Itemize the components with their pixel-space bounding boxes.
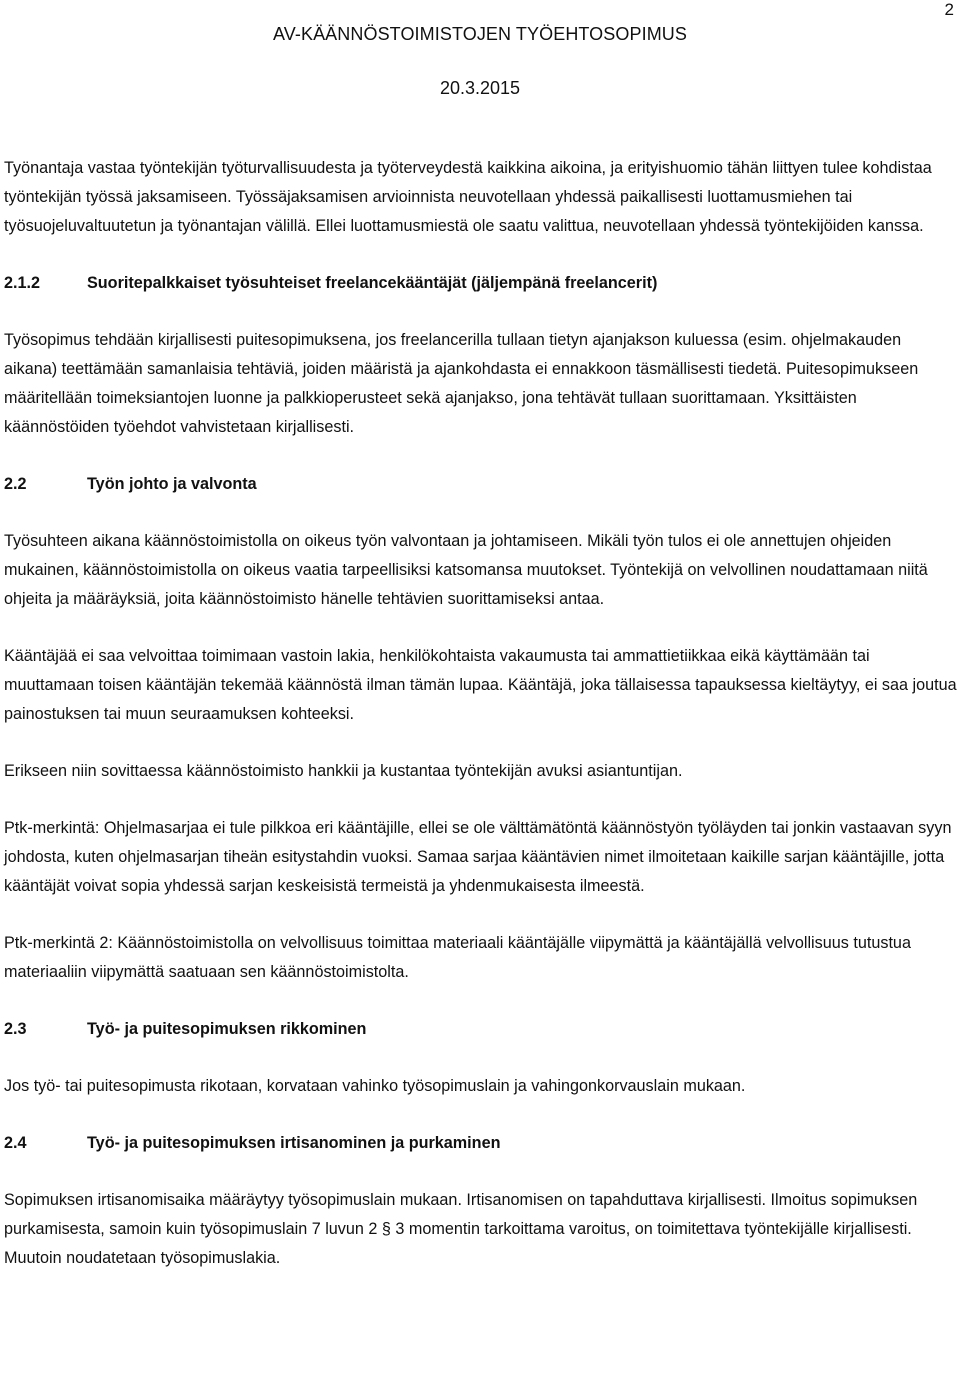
section-title: Suoritepalkkaiset työsuhteiset freelancekääntäjät (jäljempänä freelancerit) <box>87 274 658 292</box>
section-number: 2.2 <box>4 475 27 493</box>
section-title: Työ- ja puitesopimuksen irtisanominen ja purkaminen <box>87 1134 501 1152</box>
paragraph-expert-assistance: Erikseen niin sovittaessa käännöstoimisto hankkii ja kustantaa työntekijän avuksi asiantuntijan. <box>4 762 683 780</box>
section-number: 2.1.2 <box>4 274 41 292</box>
document-header-title: AV-KÄÄNNÖSTOIMISTOJEN TYÖEHTOSOPIMUS <box>272 24 687 44</box>
paragraph-occupational-safety: Työnantaja vastaa työntekijän työturvallisuudesta ja työterveydestä kaikkina aikoina, ja erityishuomio tähän liittyen tulee kohdistaa työntekijän työssä jaksamiseen. Työssäjaksamisen arvioinnista neuvotellaan yhdessä paikallisesti luottamusmiehen tai työsuojeluvaltuutetun ja työnantajan välillä. Ellei luottamusmiestä ole saatu valittua, neuvotellaan yhdessä työntekijöiden kanssa. <box>4 159 932 235</box>
document-header-date: 20.3.2015 <box>439 78 521 98</box>
section-title: Työ- ja puitesopimuksen rikkominen <box>87 1020 367 1038</box>
section-heading-2-4 <box>4 1129 958 1158</box>
section-number: 2.4 <box>4 1134 27 1152</box>
page-number: 2 <box>944 0 954 19</box>
section-heading-2-3 <box>4 1015 958 1044</box>
paragraph-translator-rights: Kääntäjää ei saa velvoittaa toimimaan vastoin lakia, henkilökohtaista vakaumusta tai ammattietiikkaa eikä käyttämään tai muuttamaan toisen kääntäjän tekemää käännöstä ilman tämän lupaa. Kääntäjä, joka tällaisessa tapauksessa kieltäytyy, ei saa joutua painostuksen tai muun seuraamuksen kohteeksi. <box>4 647 957 723</box>
section-heading-2-2 <box>4 470 958 499</box>
paragraph-breach-of-contract: Jos työ- tai puitesopimusta rikotaan, korvataan vahinko työsopimuslain ja vahingonkorvauslain mukaan. <box>4 1077 746 1095</box>
document-body <box>4 154 958 1301</box>
paragraph-protocol-note-2: Ptk-merkintä 2: Käännöstoimistolla on velvollisuus toimittaa materiaali kääntäjälle viipymättä ja kääntäjällä velvollisuus tutustua materiaaliin viipymättä saatuaan sen käännöstoimistolta. <box>4 934 911 981</box>
paragraph-termination: Sopimuksen irtisanomisaika määräytyy työsopimuslain mukaan. Irtisanomisen on tapahduttava kirjallisesti. Ilmoitus sopimuksen purkamisesta, samoin kuin työsopimuslain 7 luvun 2 § 3 momentin tarkoittama varoitus, on toimitettava työntekijälle kirjallisesti. Muutoin noudatetaan työsopimuslakia. <box>4 1191 918 1267</box>
paragraph-framework-agreement: Työsopimus tehdään kirjallisesti puitesopimuksena, jos freelancerilla tullaan tietyn ajanjakson kuluessa (esim. ohjelmakauden aikana) teettämään samanlaisia tehtäviä, joiden määristä ja ajankohdasta ei ennakkoon täsmällisesti tiedetä. Puitesopimukseen määritellään toimeksiantojen luonne ja palkkioperusteet sekä ajanjakso, jona tehtävät tullaan suorittamaan. Yksittäisten käännöstöiden työehdot vahvistetaan kirjallisesti. <box>4 331 919 436</box>
paragraph-protocol-note-1: Ptk-merkintä: Ohjelmasarjaa ei tule pilkkoa eri kääntäjille, ellei se ole välttämätöntä käännöstyön työläyden tai jonkin vastaavan syyn johdosta, kuten ohjelmasarjan tiheän esitystahdin vuoksi. Samaa sarjaa kääntävien nimet ilmoitetaan kaikille sarjan kääntäjille, jotta kääntäjät voivat sopia yhdessä sarjan keskeisistä termeistä ja yhdenmukaisesta ilmeestä. <box>4 819 952 895</box>
section-heading-2-1-2 <box>4 269 958 298</box>
paragraph-work-supervision: Työsuhteen aikana käännöstoimistolla on oikeus työn valvontaan ja johtamiseen. Mikäli työn tulos ei ole annettujen ohjeiden mukainen, käännöstoimistolla on oikeus vaatia tarpeellisiksi katsomansa muutokset. Työntekijä on velvollinen noudattamaan niitä ohjeita ja määräyksiä, joita käännöstoimisto hänelle tehtävien suorittamiseksi antaa. <box>4 532 928 608</box>
section-number: 2.3 <box>4 1020 27 1038</box>
section-title: Työn johto ja valvonta <box>87 475 257 493</box>
